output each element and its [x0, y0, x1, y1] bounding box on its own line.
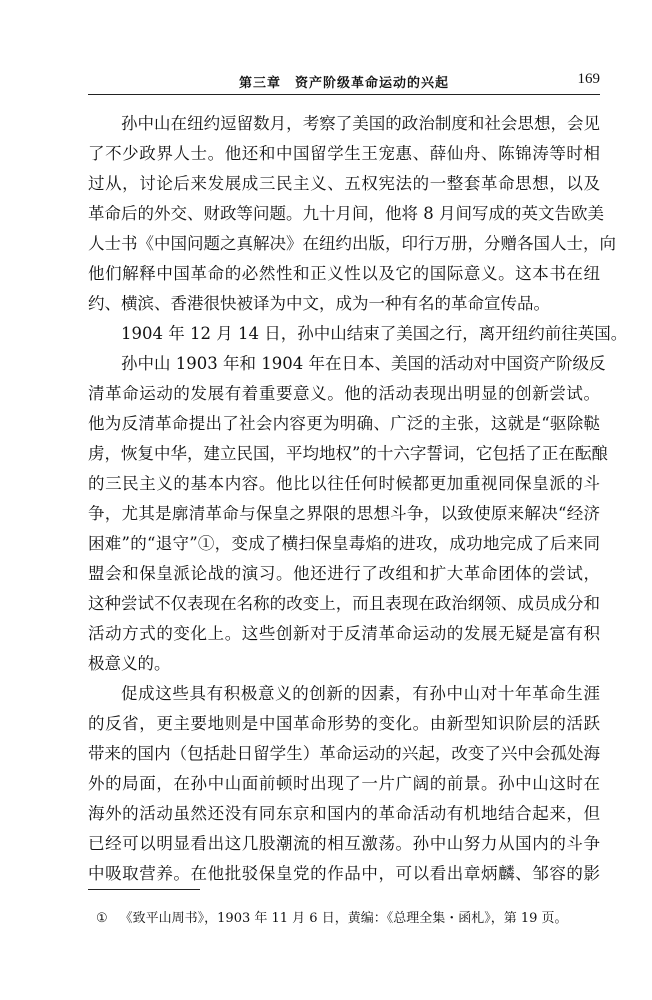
footnote-text: 《致平山周书》，1903 年 11 月 6 日，黄编：《总理全集・函札》，第 19 页。: [119, 911, 568, 926]
text-line: 争，尤其是廓清革命与保皇之界限的思想斗争，以致使原来解决“经济: [88, 504, 600, 523]
text-line: 极意义的。: [88, 654, 171, 673]
text-line: 过从，讨论后来发展成三民主义、五权宪法的一整套革命思想，以及: [88, 174, 600, 193]
text-line: 带来的国内（包括赴日留学生）革命运动的兴起，改变了兴中会孤处海: [88, 744, 600, 763]
text-line: 他为反清革命提出了社会内容更为明确、广泛的主张，这就是“驱除鞑: [88, 414, 600, 433]
footnote-marker: ①: [96, 911, 108, 926]
text-line: 他们解释中国革命的必然性和正义性以及它的国际意义。这本书在纽: [88, 264, 600, 283]
text-line: 困难”的“退守”①，变成了横扫保皇毒焰的进攻，成功地完成了后来同: [88, 534, 600, 553]
text-line: 这种尝试不仅表现在名称的改变上，而且表现在政治纲领、成员成分和: [88, 594, 600, 613]
text-line: 促成这些具有积极意义的创新的因素，有孙中山对十年革命生涯: [121, 684, 600, 703]
text-line: 盟会和保皇派论战的演习。他还进行了改组和扩大革命团体的尝试，: [88, 564, 600, 583]
text-line: 孙中山在纽约逗留数月，考察了美国的政治制度和社会思想，会见: [121, 114, 600, 133]
header-rule: [88, 94, 600, 95]
text-line: 的三民主义的基本内容。他比以往任何时候都更加重视同保皇派的斗: [88, 474, 600, 493]
page-number: 169: [577, 71, 600, 87]
chapter-title: 第三章 资产阶级革命运动的兴起: [238, 76, 449, 91]
text-line: 外的局面，在孙中山面前顿时出现了一片广阔的前景。孙中山这时在: [88, 774, 600, 793]
text-line: 人士书《中国问题之真解决》在纽约出版，印行万册，分赠各国人士，向: [88, 234, 616, 253]
text-line: 孙中山 1903 年和 1904 年在日本、美国的活动对中国资产阶级反: [121, 354, 606, 373]
text-line: 清革命运动的发展有着重要意义。他的活动表现出明显的创新尝试。: [88, 384, 600, 403]
text-line: 海外的活动虽然还没有同东京和国内的革命活动有机地结合起来，但: [88, 804, 600, 823]
text-line: 中吸取营养。在他批驳保皇党的作品中，可以看出章炳麟、邹容的影: [88, 864, 600, 883]
running-header: [88, 70, 600, 92]
text-line: 虏，恢复中华，建立民国，平均地权”的十六字誓词，它包括了正在酝酿: [88, 444, 608, 463]
text-line: 已经可以明显看出这几股潮流的相互激荡。孙中山努力从国内的斗争: [88, 834, 600, 853]
text-line: 了不少政界人士。他还和中国留学生王宠惠、薛仙舟、陈锦涛等时相: [88, 144, 600, 163]
text-line: 的反省，更主要地则是中国革命形势的变化。由新型知识阶层的活跃: [88, 714, 600, 733]
footnote-rule: [88, 889, 200, 890]
footnote: [96, 910, 568, 928]
text-line: 革命后的外交、财政等问题。九十月间，他将 8 月间写成的英文告欧美: [88, 204, 604, 223]
text-line: 约、横滨、香港很快被译为中文，成为一种有名的革命宣传品。: [88, 294, 550, 313]
text-line: 活动方式的变化上。这些创新对于反清革命运动的发展无疑是富有积: [88, 624, 600, 643]
text-line: 1904 年 12 月 14 日，孙中山结束了美国之行，离开纽约前往英国。: [121, 324, 628, 343]
body-text: [88, 109, 628, 889]
